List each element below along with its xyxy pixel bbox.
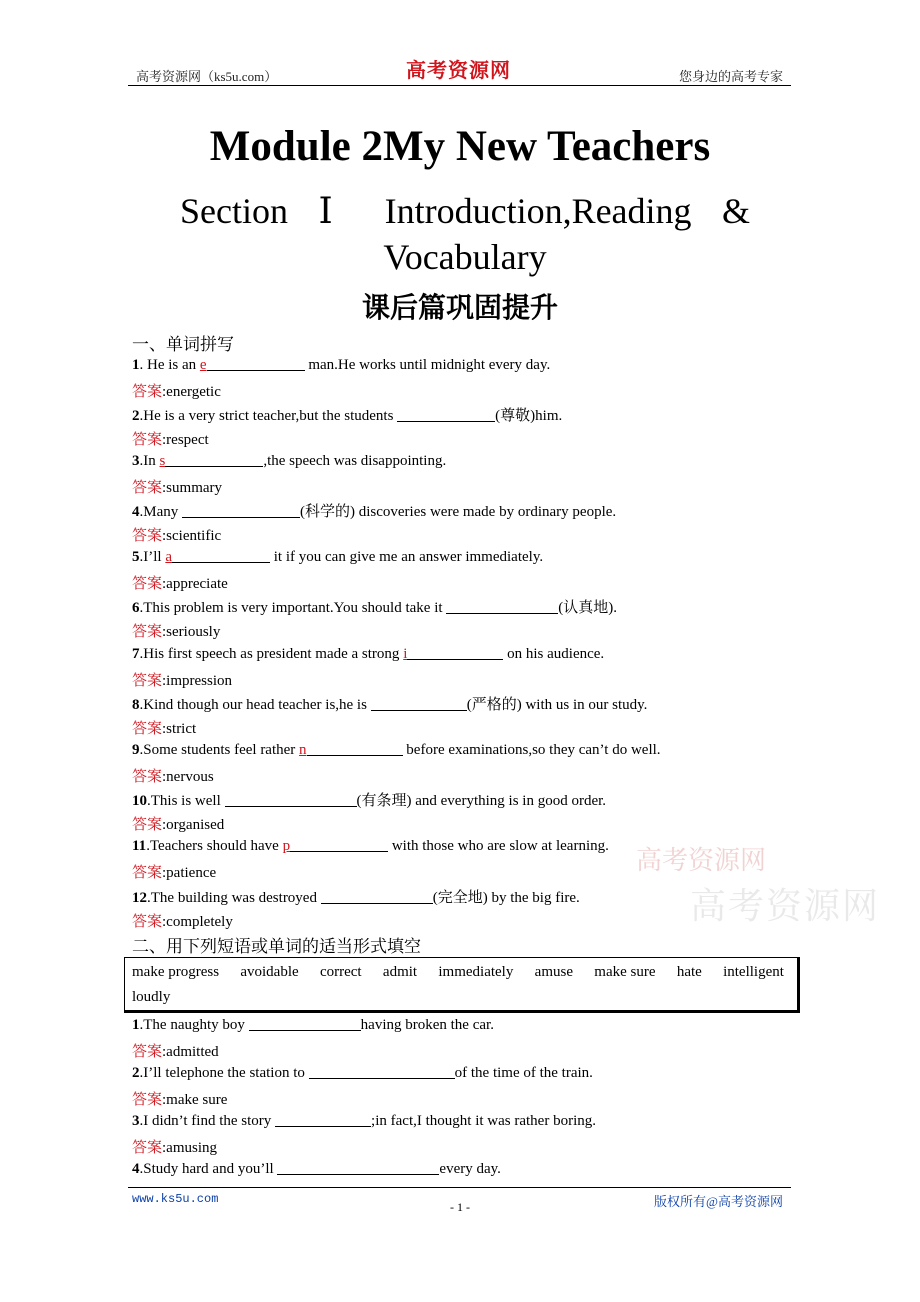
- question-line: 11.Teachers should have p with those who are slow at learning.: [132, 838, 609, 854]
- word-bank-item: avoidable: [240, 964, 299, 980]
- answer-line: 答案:amusing: [132, 1138, 218, 1156]
- question-line: 4.Study hard and you’ll every day.: [132, 1161, 501, 1177]
- watermark-large: 高考资源网: [690, 886, 881, 927]
- word-bank-item: intelligent: [723, 964, 784, 980]
- subtitle-section-number: Ⅰ: [318, 191, 355, 231]
- question-line: 1. He is an e man.He works until midnight every day.: [132, 357, 551, 373]
- answer-blank: [172, 548, 270, 563]
- answer-blank: [165, 452, 263, 467]
- hint-letter: n: [299, 742, 307, 758]
- answer-line: 答案:completely: [132, 912, 233, 930]
- word-bank-item: admit: [382, 964, 418, 980]
- answer-line: 答案:nervous: [132, 767, 214, 785]
- subtitle-section-word: Section: [180, 191, 288, 231]
- answer-blank: [225, 792, 357, 807]
- question-line: 10.This is well (有条理) and everything is in good order.: [132, 793, 607, 809]
- word-bank-box: [124, 957, 800, 1013]
- hint-letter: i: [403, 646, 408, 662]
- answer-blank: [277, 1160, 439, 1175]
- question-line: 12.The building was destroyed (完全地) by the big fire.: [132, 890, 580, 906]
- answer-blank: [446, 599, 558, 614]
- header-divider: [128, 85, 791, 86]
- question-line: 1.The naughty boy having broken the car.: [132, 1017, 494, 1033]
- answer-blank: [307, 741, 403, 756]
- answer-blank: [249, 1016, 361, 1031]
- answer-line: 答案:energetic: [132, 382, 221, 400]
- answer-line: 答案:summary: [132, 478, 223, 496]
- word-bank-item: hate: [676, 964, 702, 980]
- footer-website-link[interactable]: www.ks5u.com: [132, 1192, 219, 1206]
- section1-title: 一、单词拼写: [132, 335, 234, 355]
- question-line: 2.He is a very strict teacher,but the students (尊敬)him.: [132, 408, 563, 424]
- question-line: 7.His first speech as president made a strong i on his audience.: [132, 646, 605, 662]
- page-title: Module 2My New Teachers: [209, 123, 711, 170]
- answer-blank: [275, 1112, 371, 1127]
- question-line: 8.Kind though our head teacher is,he is (严格的) with us in our study.: [132, 697, 648, 713]
- word-bank-item: loudly: [132, 989, 171, 1005]
- answer-blank: [321, 889, 433, 904]
- answer-line: 答案:scientific: [132, 526, 222, 544]
- answer-line: 答案:make sure: [132, 1090, 228, 1108]
- question-line: 2.I’ll telephone the station to of the time of the train.: [132, 1065, 593, 1081]
- hint-letter: p: [282, 838, 291, 854]
- question-line: 5.I’ll a it if you can give me an answer immediately.: [132, 549, 544, 565]
- answer-blank: [290, 837, 388, 852]
- question-line: 3.I didn’t find the story ;in fact,I thought it was rather boring.: [132, 1113, 596, 1129]
- answer-line: 答案:admitted: [132, 1042, 219, 1060]
- answer-blank: [182, 503, 300, 518]
- question-line: 3.In s ,the speech was disappointing.: [132, 453, 447, 469]
- answer-blank: [309, 1064, 455, 1079]
- question-line: 6.This problem is very important.You should take it (认真地).: [132, 600, 618, 616]
- answer-blank: [371, 696, 467, 711]
- subtitle-vocabulary: Vocabulary: [383, 237, 547, 277]
- answer-line: 答案:impression: [132, 671, 233, 689]
- section-subtitle: [180, 188, 750, 280]
- word-bank-item: correct: [319, 964, 362, 980]
- watermark-small: 高考资源网: [636, 846, 767, 876]
- answer-blank: [407, 645, 503, 660]
- word-bank-row: [132, 964, 784, 981]
- word-bank-item: amuse: [534, 964, 573, 980]
- hint-letter: e: [199, 357, 207, 373]
- answer-line: 答案:respect: [132, 430, 209, 448]
- page-number: - 1 -: [450, 1200, 470, 1214]
- section2-title: 二、用下列短语或单词的适当形式填空: [132, 937, 421, 957]
- exercise-heading: 课后篇巩固提升: [361, 291, 558, 324]
- answer-blank: [397, 407, 495, 422]
- answer-line: 答案:organised: [132, 815, 225, 833]
- word-bank-item: make progress: [132, 964, 220, 980]
- question-line: 9.Some students feel rather n before examinations,so they can’t do well.: [132, 742, 661, 758]
- subtitle-topics: Introduction,Reading &: [384, 191, 751, 231]
- answer-line: 答案:patience: [132, 863, 217, 881]
- header-slogan: 您身边的高考专家: [678, 69, 783, 84]
- word-bank-item: make sure: [594, 964, 656, 980]
- answer-line: 答案:seriously: [132, 622, 221, 640]
- hint-letter: s: [159, 453, 166, 469]
- header-site-name: 高考资源网（ks5u.com）: [136, 69, 278, 84]
- hint-letter: a: [165, 549, 172, 565]
- footer-copyright: 版权所有@高考资源网: [654, 1194, 783, 1209]
- answer-line: 答案:appreciate: [132, 574, 228, 592]
- answer-blank: [207, 356, 305, 371]
- word-bank-item: immediately: [438, 964, 514, 980]
- header-logo: 高考资源网: [406, 58, 511, 82]
- footer-divider: [128, 1187, 791, 1188]
- question-line: 4.Many (科学的) discoveries were made by ordinary people.: [132, 504, 617, 520]
- answer-line: 答案:strict: [132, 719, 197, 737]
